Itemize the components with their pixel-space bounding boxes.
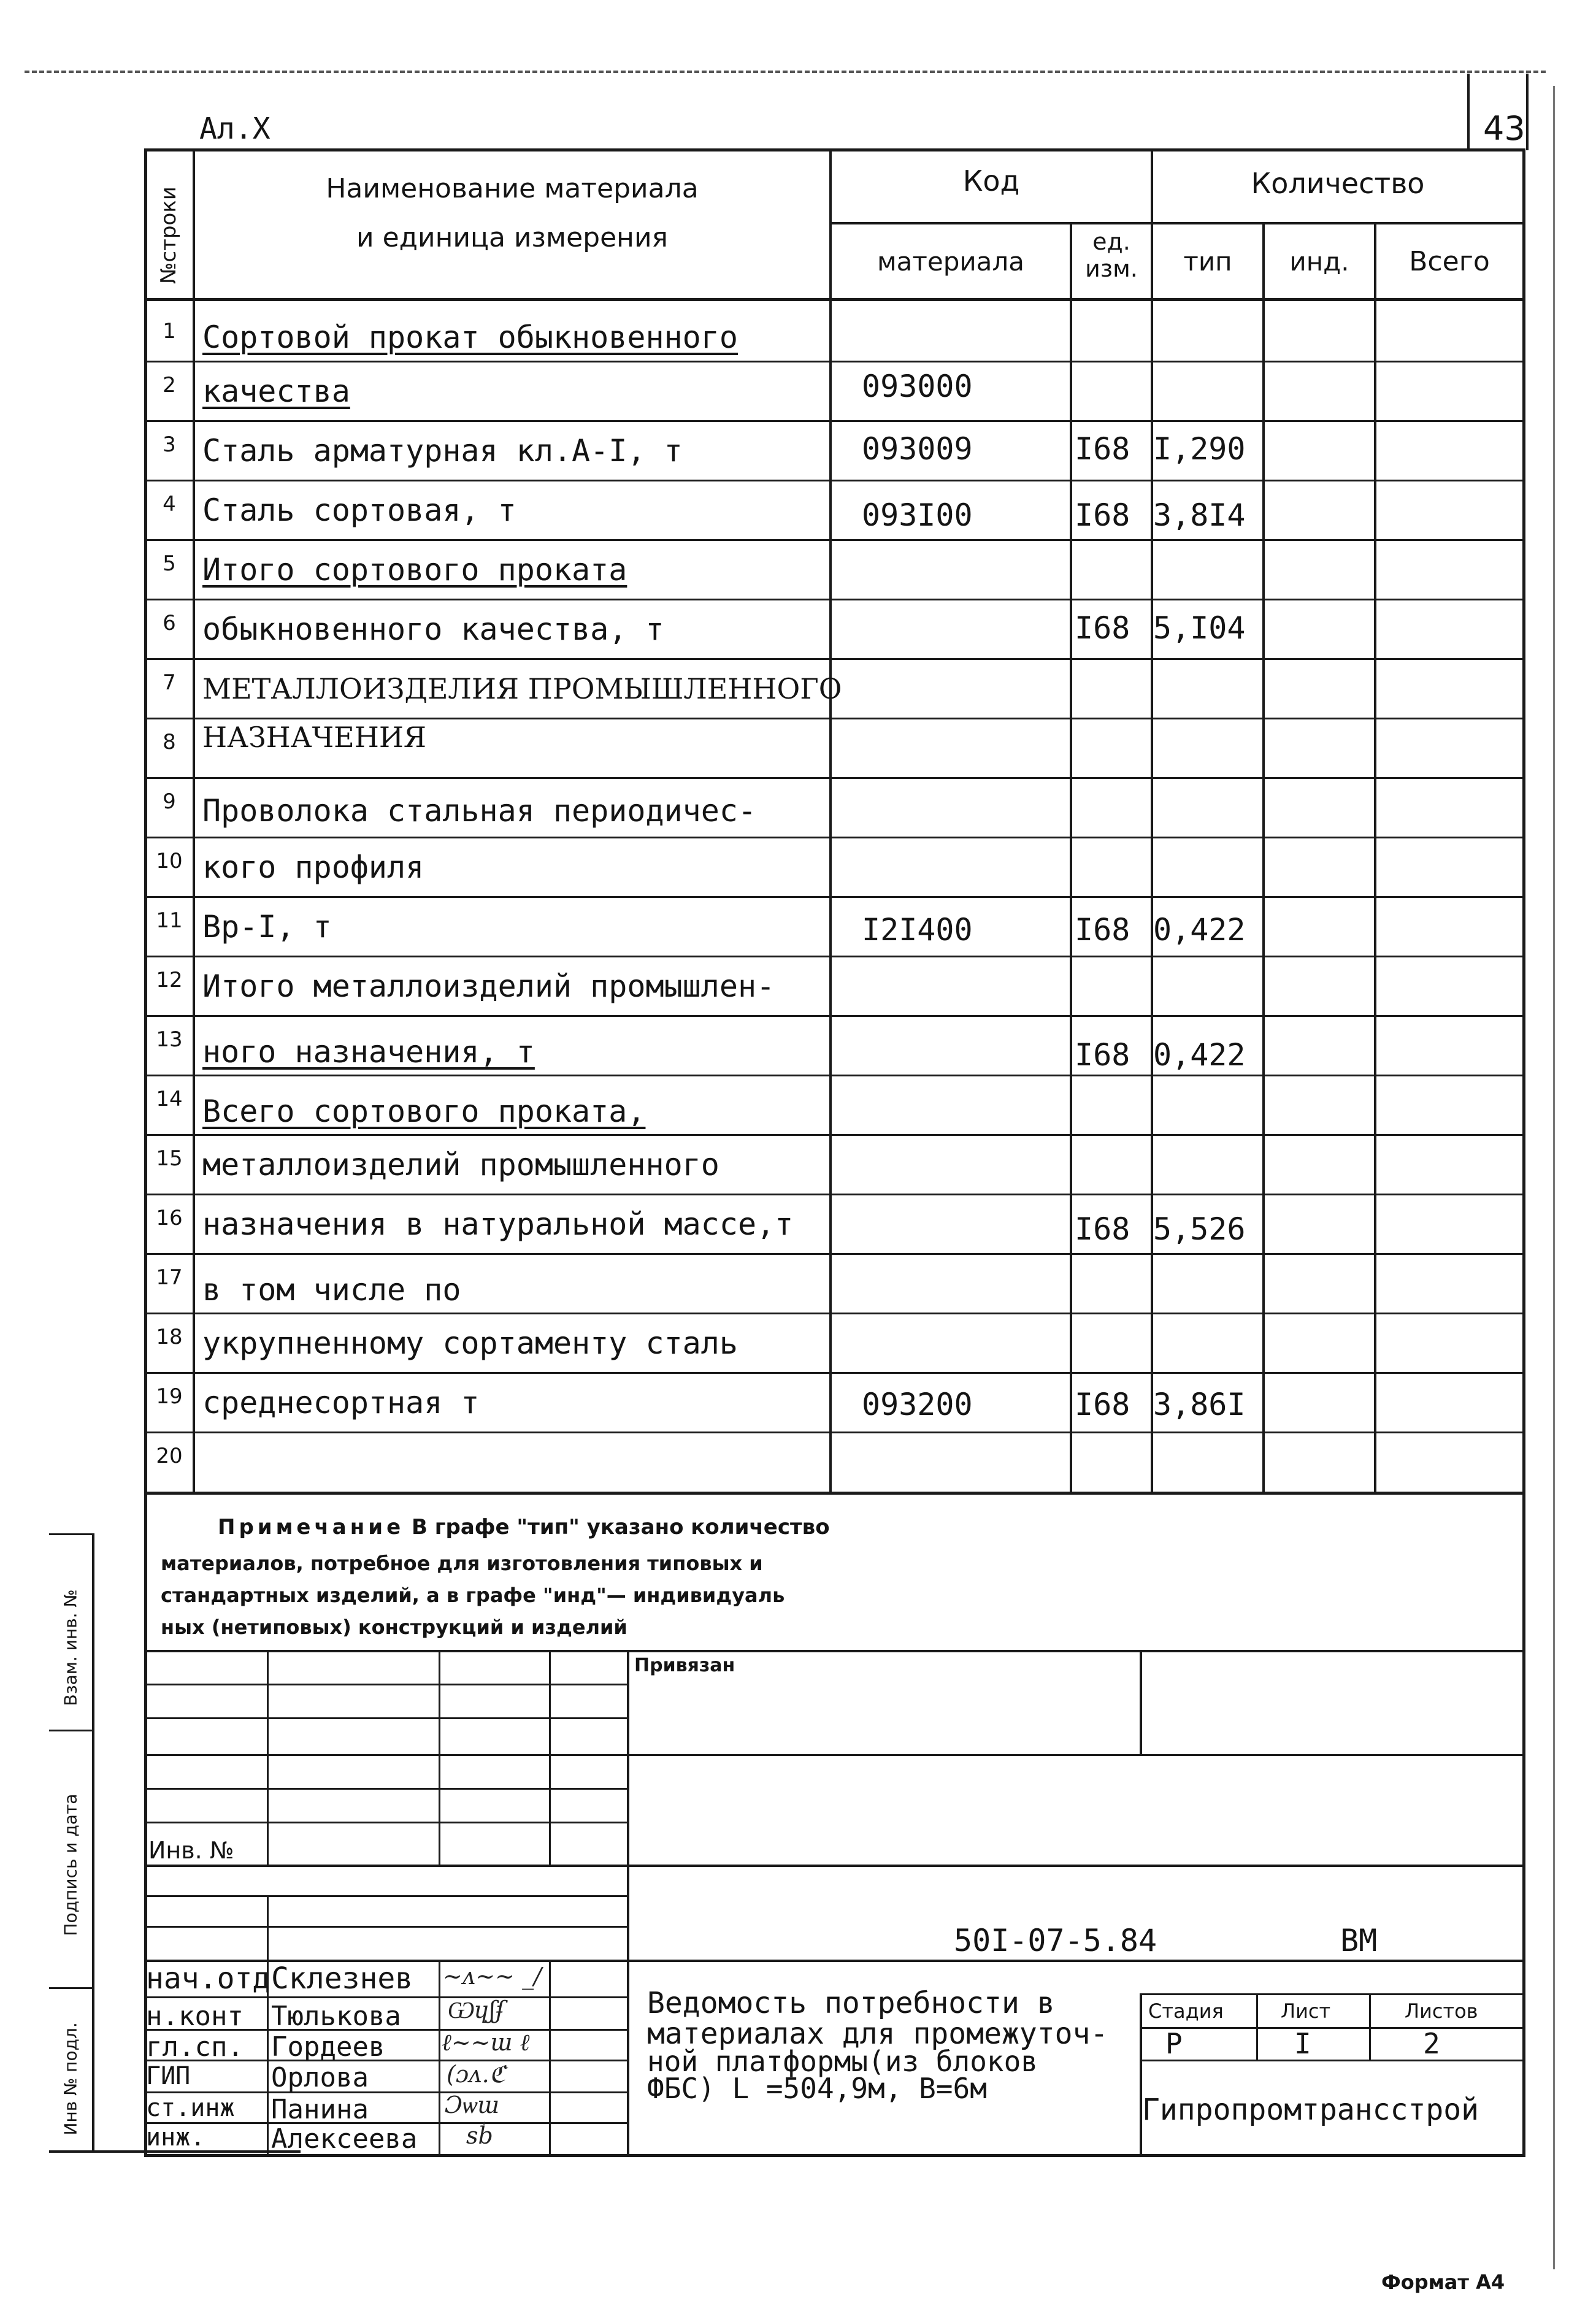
material-name: среднесортная т bbox=[202, 1385, 480, 1420]
note-line4: ных (нетиповых) конструкций и изделий bbox=[161, 1616, 627, 1639]
page-number-frame-left bbox=[1467, 74, 1470, 150]
stamp-doc-code: 50I-07-5.84 bbox=[954, 1923, 1157, 1958]
stamp-privyazan: Привязан bbox=[634, 1655, 735, 1676]
stamp-role-name: Тюлькова bbox=[271, 2001, 401, 2032]
material-name: кого профиля bbox=[202, 849, 424, 885]
material-name: Итого металлоизделий промышлен- bbox=[202, 968, 775, 1004]
signature-scribble: ℓ~~ɯ ℓ bbox=[442, 2029, 530, 2056]
row-number: 17 bbox=[156, 1265, 183, 1290]
row-number: 3 bbox=[163, 432, 176, 457]
right-scan-edge bbox=[1553, 86, 1555, 2269]
material-name: Итого сортового проката bbox=[202, 552, 627, 588]
header-unit-line2: изм. bbox=[1085, 255, 1138, 282]
material-name: Вр-I, т bbox=[202, 909, 332, 945]
row-number: 12 bbox=[156, 968, 183, 992]
header-type: тип bbox=[1183, 246, 1232, 277]
stamp-stage-label: Стадия bbox=[1148, 1999, 1224, 2023]
stamp-role: инж. bbox=[146, 2123, 205, 2152]
unit-code: I68 bbox=[1075, 497, 1130, 533]
header-ind: инд. bbox=[1289, 246, 1349, 277]
material-name: Сталь арматурная кл.А-I, т bbox=[202, 433, 683, 469]
stamp-role: гл.сп. bbox=[146, 2031, 244, 2063]
side-podpis-data: Подпись и дата bbox=[60, 1793, 81, 1936]
material-name: Сортовой прокат обыкновенного bbox=[202, 320, 738, 355]
stamp-role: нач.отд bbox=[146, 1961, 270, 1996]
row-number: 2 bbox=[163, 373, 176, 397]
stamp-sheet-label: Лист bbox=[1281, 1999, 1331, 2023]
header-total: Всего bbox=[1409, 245, 1490, 277]
material-name: укрупненному сортаменту сталь bbox=[202, 1325, 738, 1361]
row-number: 14 bbox=[156, 1087, 183, 1111]
row-number: 1 bbox=[163, 319, 176, 343]
row-number: 8 bbox=[163, 730, 176, 754]
stamp-role-name: Склезнев bbox=[271, 1961, 413, 1996]
signature-scribble: (ɔᴧ.ℭ bbox=[447, 2061, 506, 2088]
stamp-role-name: Гордеев bbox=[271, 2031, 385, 2063]
material-code: 093009 bbox=[862, 431, 973, 467]
material-name: ного назначения, т bbox=[202, 1034, 535, 1070]
unit-code: I68 bbox=[1075, 912, 1130, 948]
signature-scribble: ѕḃ bbox=[466, 2122, 493, 2149]
material-name: качества bbox=[202, 374, 350, 409]
format-label: Формат А4 bbox=[1381, 2271, 1505, 2294]
unit-code: I68 bbox=[1075, 431, 1130, 467]
stamp-title-line4: ФБС) L =504,9м, В=6м bbox=[647, 2072, 987, 2105]
material-code: 093200 bbox=[862, 1387, 973, 1422]
note-text-1: В графе "тип" указано количество bbox=[404, 1515, 830, 1539]
header-material: материала bbox=[877, 246, 1024, 277]
material-name: в том числе по bbox=[202, 1272, 461, 1308]
material-name: металлоизделий промышленного bbox=[202, 1147, 719, 1182]
quantity-type: 3,86I bbox=[1153, 1387, 1246, 1422]
header-code: Код bbox=[962, 164, 1020, 197]
material-name: назначения в натуральной массе,т bbox=[202, 1206, 794, 1242]
material-name: Всего сортового проката, bbox=[202, 1094, 646, 1129]
unit-code: I68 bbox=[1075, 1387, 1130, 1422]
stamp-doc-mark: ВМ bbox=[1340, 1923, 1378, 1958]
stamp-role-name: Алексеева bbox=[271, 2123, 418, 2155]
quantity-type: 0,422 bbox=[1153, 912, 1246, 948]
row-number: 4 bbox=[163, 492, 176, 516]
stamp-sheet-value: I bbox=[1294, 2027, 1311, 2060]
row-number: 10 bbox=[156, 849, 183, 873]
sheet-format-label: Ал.Х bbox=[199, 112, 270, 146]
header-name-line2: и единица измерения bbox=[356, 222, 669, 253]
row-number: 15 bbox=[156, 1146, 183, 1171]
quantity-type: 0,422 bbox=[1153, 1037, 1246, 1073]
note-line2: материалов, потребное для изготовления типовых и bbox=[161, 1552, 763, 1575]
row-number: 18 bbox=[156, 1325, 183, 1349]
row-number: 13 bbox=[156, 1027, 183, 1052]
top-dashed-edge bbox=[25, 71, 1546, 73]
row-number: 9 bbox=[163, 789, 176, 814]
side-vzam-inv: Взам. инв. № bbox=[60, 1589, 81, 1706]
stamp-title-line1: Ведомость потребности в bbox=[647, 1986, 1055, 2020]
stamp-inv-no: Инв. № bbox=[148, 1837, 234, 1864]
stamp-stage-value: Р bbox=[1165, 2027, 1183, 2060]
stamp-role: ГИП bbox=[146, 2062, 191, 2090]
material-name: МЕТАЛЛОИЗДЕЛИЯ ПРОМЫШЛЕННОГО bbox=[202, 672, 842, 705]
header-quantity: Количество bbox=[1251, 167, 1425, 200]
material-name: НАЗНАЧЕНИЯ bbox=[202, 721, 427, 754]
stamp-title-line3: ной платформы(из блоков bbox=[647, 2045, 1038, 2078]
row-number: 20 bbox=[156, 1444, 183, 1468]
material-code: 093000 bbox=[862, 369, 973, 404]
material-code: 093I00 bbox=[862, 497, 973, 533]
stamp-sheets-label: Листов bbox=[1405, 1999, 1478, 2023]
quantity-type: 3,8I4 bbox=[1153, 497, 1246, 533]
unit-code: I68 bbox=[1075, 610, 1130, 646]
stamp-role: н.конт bbox=[146, 2001, 244, 2032]
note-line3: стандартных изделий, а в графе "инд"— индивидуаль bbox=[161, 1584, 785, 1607]
header-unit bbox=[1072, 228, 1151, 282]
header-row-number: №строки bbox=[156, 186, 181, 284]
page-number: 43 bbox=[1483, 109, 1525, 148]
row-number: 16 bbox=[156, 1206, 183, 1230]
signature-scribble: Ѡɥʃʄ bbox=[448, 1996, 505, 2023]
unit-code: I68 bbox=[1075, 1037, 1130, 1073]
stamp-role-name: Панина bbox=[271, 2094, 369, 2125]
material-name: обыкновенного качества, т bbox=[202, 611, 664, 647]
signature-scribble: ~ᴧ~~ _/ bbox=[443, 1963, 542, 1990]
header-unit-line1: ед. bbox=[1092, 228, 1130, 255]
row-number: 6 bbox=[163, 611, 176, 635]
stamp-role: ст.инж bbox=[146, 2094, 235, 2122]
note-title: Примечание bbox=[218, 1515, 405, 1539]
header-name-line1: Наименование материала bbox=[326, 173, 699, 204]
material-code: I2I400 bbox=[862, 912, 973, 948]
stamp-sheets-value: 2 bbox=[1423, 2027, 1440, 2060]
stamp-title-line2: материалах для промежуточ- bbox=[647, 2017, 1108, 2051]
stamp-role-name: Орлова bbox=[271, 2062, 369, 2093]
note-line1 bbox=[218, 1515, 830, 1539]
side-inv-podl: Инв № подл. bbox=[60, 2022, 81, 2136]
quantity-type: 5,I04 bbox=[1153, 610, 1246, 646]
row-number: 5 bbox=[163, 551, 176, 576]
row-number: 7 bbox=[163, 670, 176, 695]
unit-code: I68 bbox=[1075, 1211, 1130, 1247]
row-number: 11 bbox=[156, 908, 183, 933]
page-number-frame-right bbox=[1526, 74, 1529, 150]
material-name: Сталь сортовая, т bbox=[202, 493, 516, 528]
row-number: 19 bbox=[156, 1384, 183, 1409]
signature-scribble: Ɔѡɯ bbox=[445, 2091, 500, 2118]
quantity-type: I,290 bbox=[1153, 431, 1246, 467]
stamp-organization: Гипропромтрансстрой bbox=[1142, 2093, 1479, 2127]
quantity-type: 5,526 bbox=[1153, 1211, 1246, 1247]
material-name: Проволока стальная периодичес- bbox=[202, 793, 757, 829]
